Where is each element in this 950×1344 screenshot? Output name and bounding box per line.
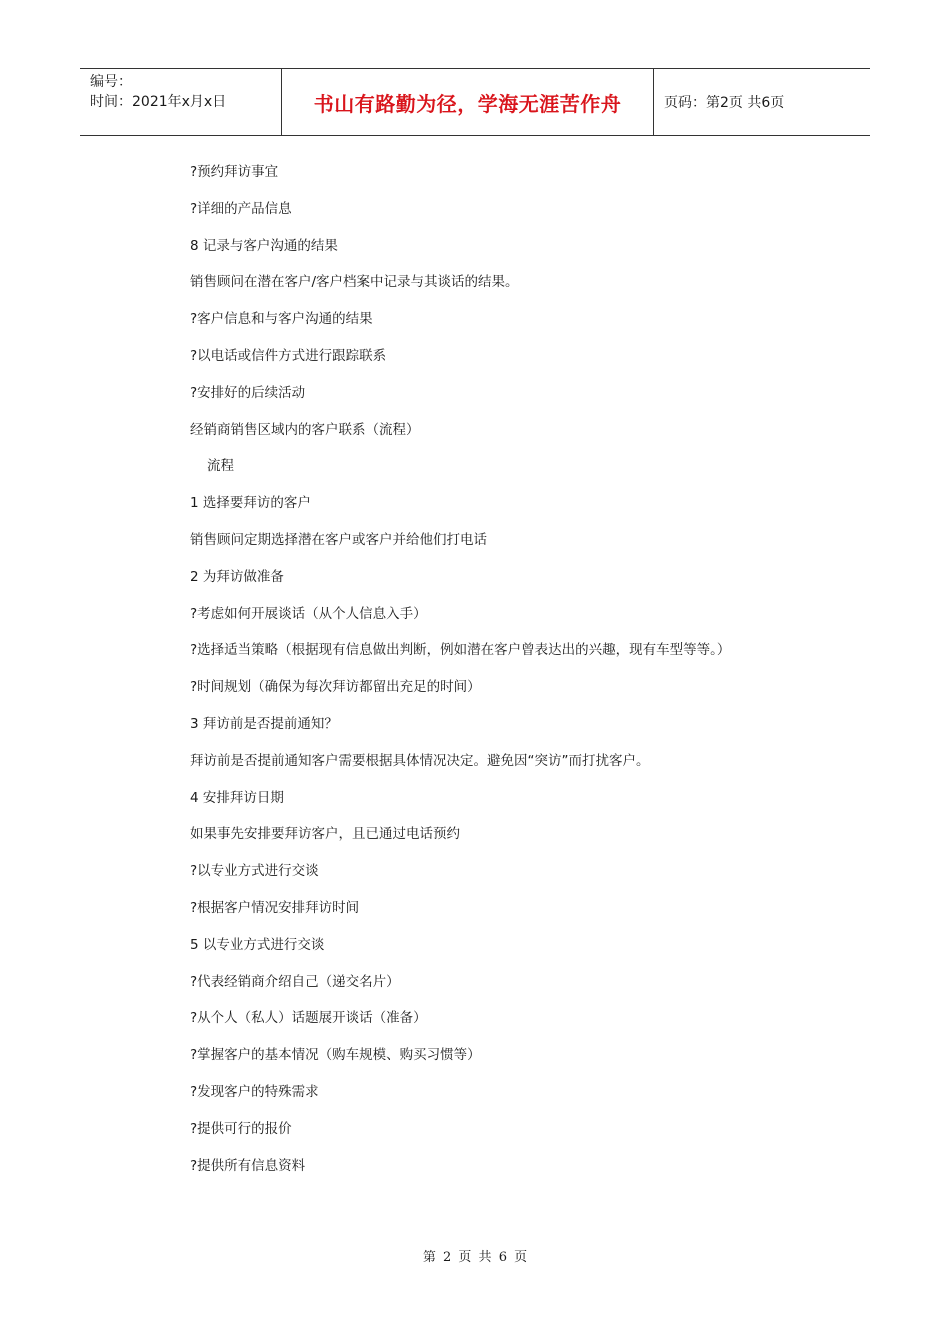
text-line: ?发现客户的特殊需求 (190, 1083, 319, 1100)
section-heading: 3 拜访前是否提前通知？ (190, 715, 338, 732)
text-line: ?掌握客户的基本情况（购车规模、购买习惯等） (190, 1047, 481, 1064)
text-line: ?根据客户情况安排拜访时间 (190, 899, 360, 916)
section-heading: 5 以专业方式进行交谈 (190, 936, 325, 953)
text-line: 如果事先安排要拜访客户，且已通过电话预约 (190, 826, 460, 843)
text-line: 销售顾问在潜在客户/客户档案中记录与其谈话的结果。 (190, 274, 519, 291)
text-line: ?以电话或信件方式进行跟踪联系 (190, 347, 387, 364)
text-line: 销售顾问定期选择潜在客户或客户并给他们打电话 (190, 531, 487, 548)
text-line: ?考虑如何开展谈话（从个人信息入手） (190, 605, 427, 622)
text-line: ?详细的产品信息 (190, 200, 292, 217)
text-line: ?客户信息和与客户沟通的结果 (190, 311, 373, 328)
section-heading: 2 为拜访做准备 (190, 568, 284, 585)
text-line: ?安排好的后续活动 (190, 384, 306, 401)
text-line: ?选择适当策略（根据现有信息做出判断，例如潜在客户曾表达出的兴趣，现有车型等等。） (190, 642, 731, 659)
date-label: 时间：2021年x月x日 (90, 94, 227, 110)
header-meta (80, 69, 282, 135)
text-line: ?时间规划（确保为每次拜访都留出充足的时间） (190, 679, 481, 696)
text-line: ?以专业方式进行交谈 (190, 863, 319, 880)
section-heading: 1 选择要拜访的客户 (190, 495, 311, 512)
page-header (80, 68, 870, 136)
header-motto: 书山有路勤为径，学海无涯苦作舟 (282, 69, 654, 135)
text-line: ?从个人（私人）话题展开谈话（准备） (190, 1010, 427, 1027)
header-page-label: 页码：第2页 共6页 (664, 95, 785, 111)
section-heading: 4 安排拜访日期 (190, 789, 284, 806)
text-line: ?提供所有信息资料 (190, 1157, 306, 1174)
text-line: ?预约拜访事宜 (190, 164, 279, 180)
sub-heading: 流程 (207, 458, 234, 475)
text-line: ?提供可行的报价 (190, 1120, 292, 1137)
text-line: ?代表经销商介绍自己（递交名片） (190, 973, 400, 990)
page-footer: 第 2 页 共 6 页 (422, 1250, 528, 1265)
document-body (190, 160, 830, 1190)
section-heading: 经销商销售区域内的客户联系（流程） (190, 421, 420, 438)
section-heading: 8 记录与客户沟通的结果 (190, 237, 338, 254)
number-label: 编号： (90, 74, 132, 90)
text-line: 拜访前是否提前通知客户需要根据具体情况决定。避免因“突访”而打扰客户。 (190, 752, 650, 769)
